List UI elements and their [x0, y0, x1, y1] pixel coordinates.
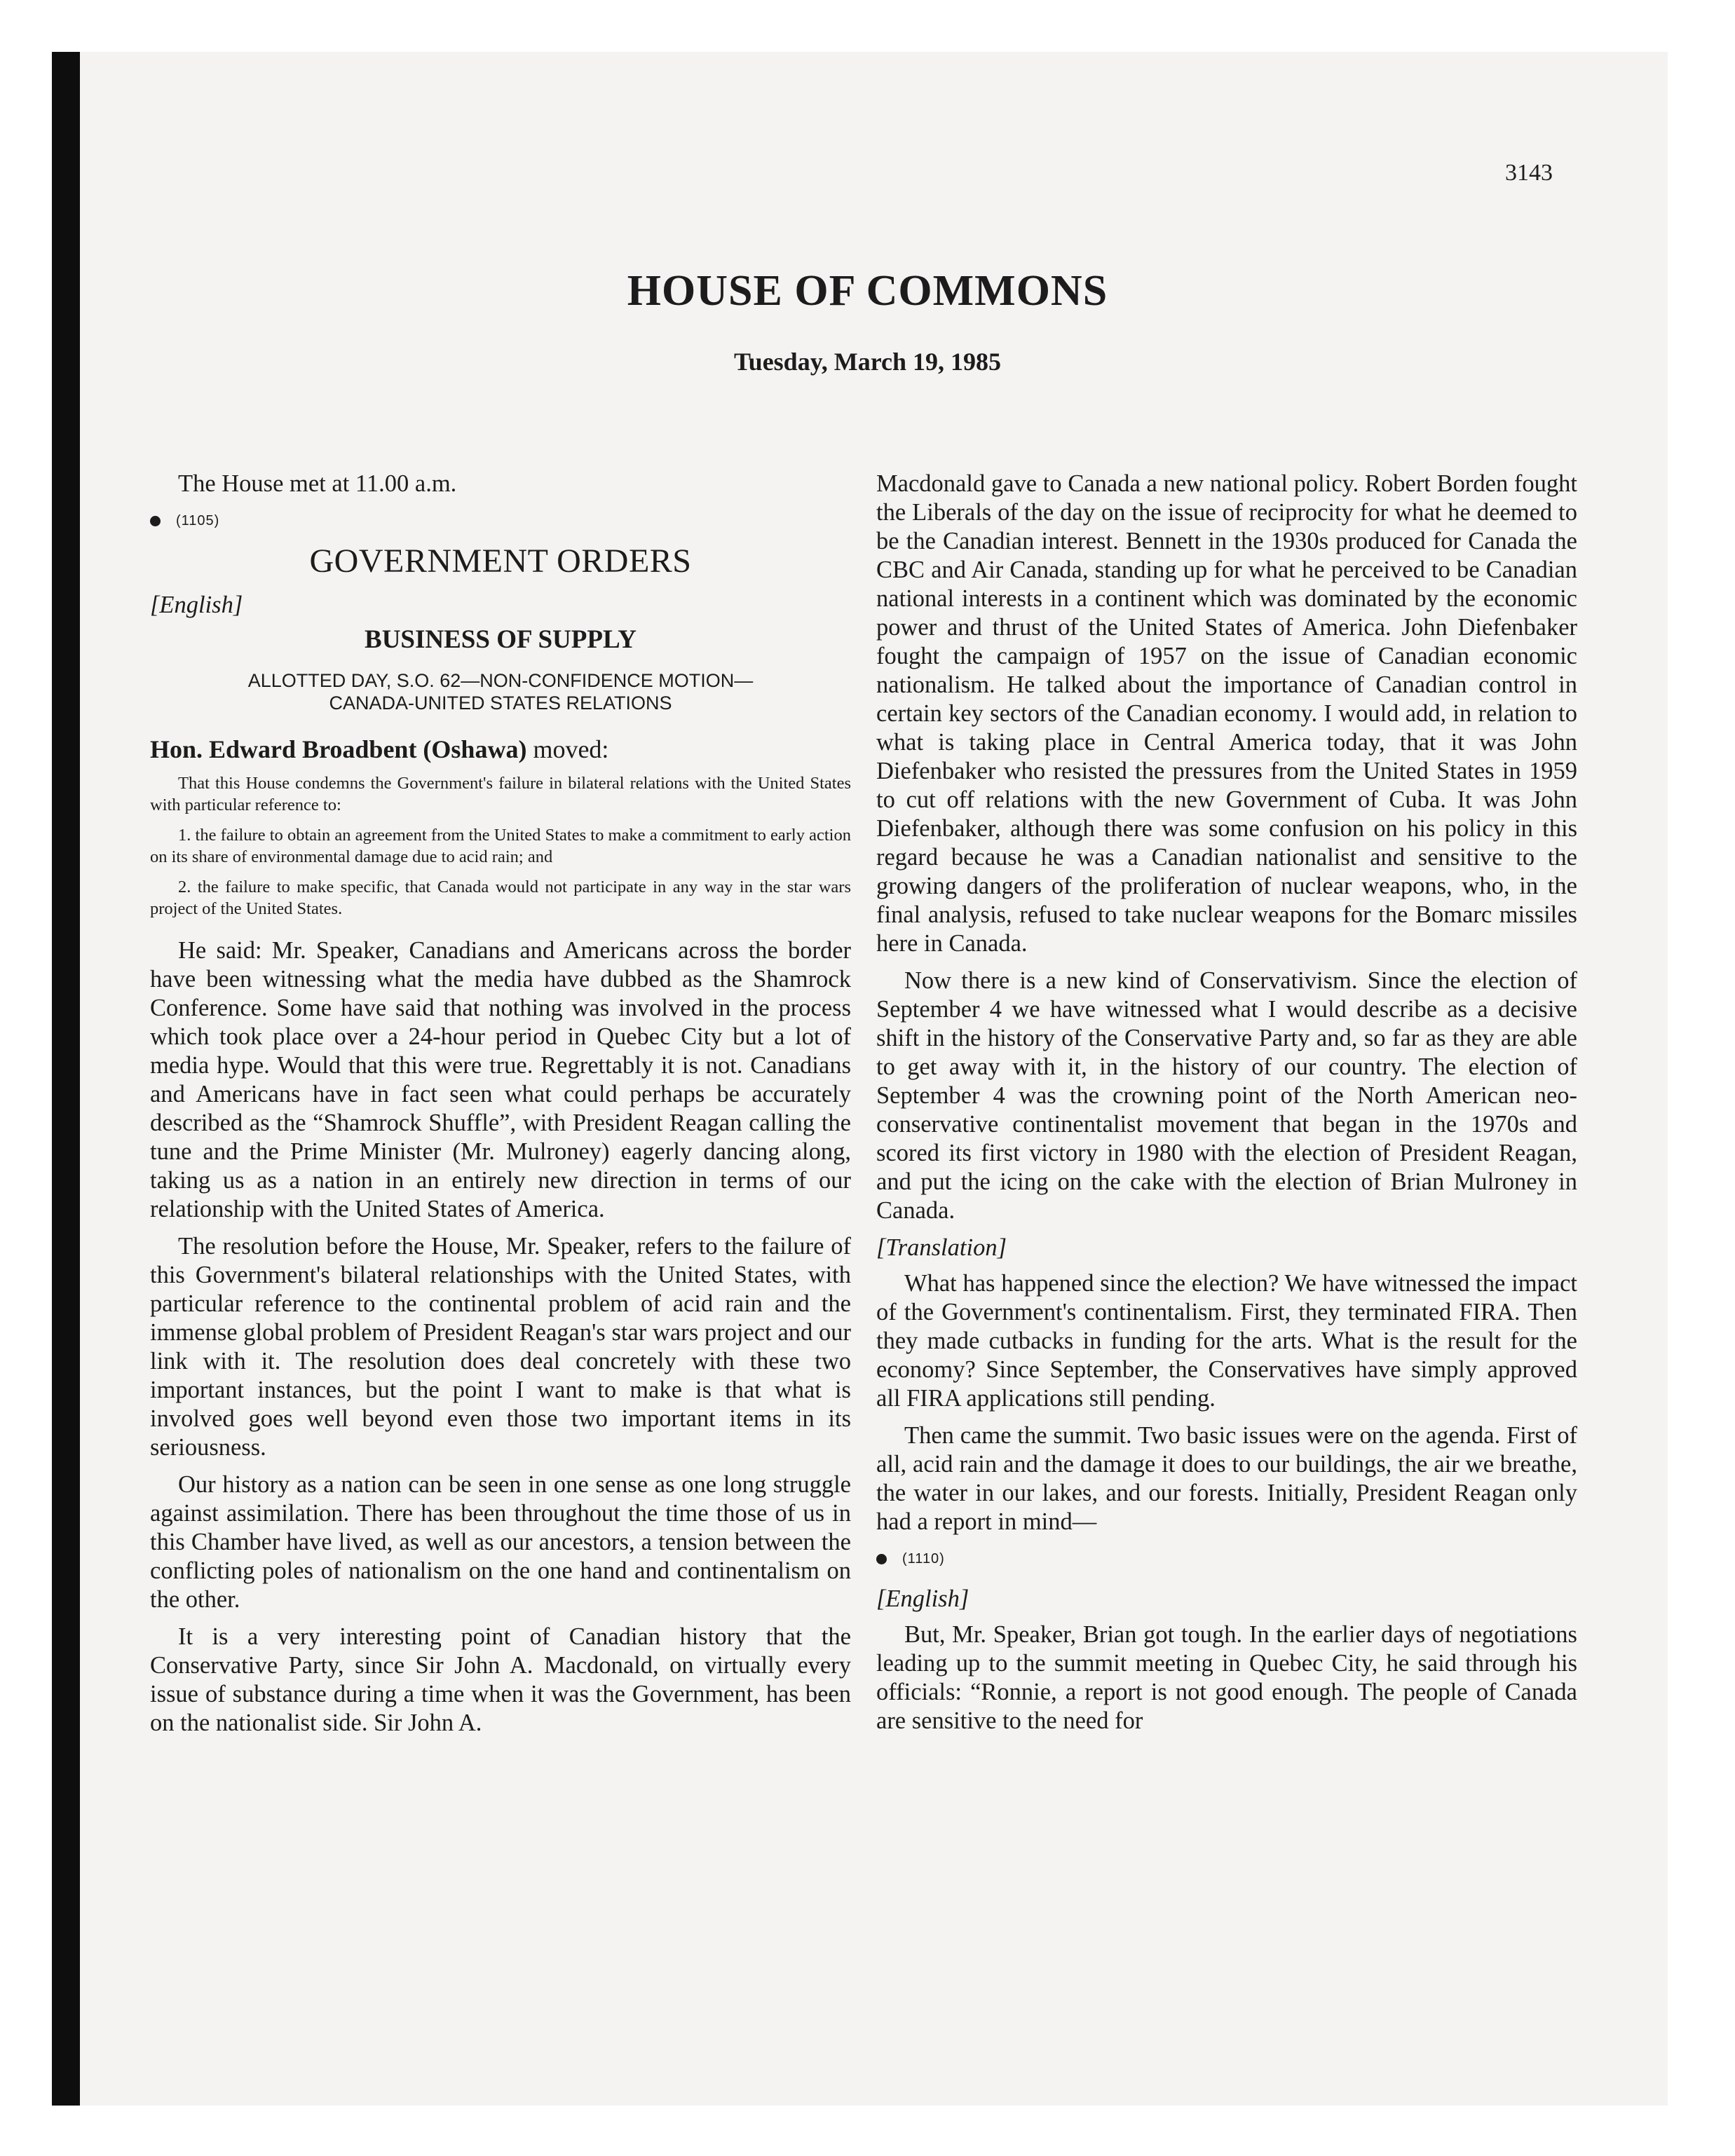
- document-title: HOUSE OF COMMONS: [627, 267, 1108, 315]
- speech-paragraph-continued: Macdonald gave to Canada a new national policy. Robert Borden fought the Liberals of the day on the issue of reciprocity for what he deemed to be the Canadian interest. Bennett in the 1930s produced for Canada the CBC and Air Canada, standing up for what he perceived to be Canadian national interests in a continent which was dominated by the economic power and thrust of the United States of America. John Diefenbaker fought the campaign of 1957 on the issue of Canadian economic nationalism. He talked about the importance of Canadian control in certain key sectors of the Canadian economy. I would add, in relation to what is taking place in Central America today, that it was John Diefenbaker who resisted the pressures from the United States in 1959 to cut off relations with the new Government of Cuba. It was John Diefenbaker, although there was some confusion on his policy in this regard because he was a Canadian nationalist and sensitive to the growing dangers of the proliferation of nuclear weapons, who, in the final analysis, refused to take nuclear weapons for the Bomarc missiles here in Canada.: [876, 470, 1577, 957]
- section-heading: GOVERNMENT ORDERS: [309, 543, 692, 580]
- speech-paragraph: Then came the summit. Two basic issues were on the agenda. First of all, acid rain and the damage it does to our buildings, the air we breathe, the water in our lakes, and our forests. Initially, President Reagan only had a report in mind—: [876, 1422, 1577, 1535]
- mover-line: [150, 735, 851, 764]
- time-marker: [876, 1545, 1577, 1574]
- motion-heading-line-2: CANADA-UNITED STATES RELATIONS: [329, 692, 672, 714]
- speech-paragraph: Now there is a new kind of Conservativism. Since the election of September 4 we have witnessed what I would describe as a decisive shift in the history of the Conservative Party and, so far as they are able to get away with it, in the history of our country. The election of September 4 was the crowning point of the North American neo-conservative continentalist movement that began in the 1970s and scored its first victory in 1980 with the election of President Reagan, and put the icing on the cake with the election of Brian Mulroney in Canada.: [876, 967, 1577, 1224]
- language-note: [English]: [150, 592, 243, 618]
- motion-items: [150, 824, 851, 920]
- left-column: [150, 470, 851, 1746]
- time-marker-text: (1110): [902, 1551, 945, 1567]
- page-number: 3143: [1505, 160, 1553, 186]
- mover-name: Hon. Edward Broadbent (Oshawa): [150, 735, 527, 763]
- speech-paragraph: It is a very interesting point of Canadian history that the Conservative Party, since Sir John A. Macdonald, on virtually every issue of substance during a time when it was the Government, has been on the nationalist side. Sir John A.: [150, 1623, 851, 1736]
- speech-paragraph: What has happened since the election? We have witnessed the impact of the Government's continentalism. First, they terminated FIRA. Then they made cutbacks in funding for the arts. What is the result for the economy? Since September, the Conservatives have simply approved all FIRA applications still pending.: [876, 1270, 1577, 1412]
- time-marker-text: (1105): [176, 513, 220, 528]
- document-date: Tuesday, March 19, 1985: [733, 348, 1002, 376]
- time-marker: [150, 507, 851, 535]
- subsection-heading: BUSINESS OF SUPPLY: [365, 625, 637, 654]
- mover-verb: moved:: [526, 735, 609, 763]
- right-column: [876, 470, 1577, 1744]
- motion-text: That this House condemns the Government's failure in bilateral relations with the United States with particular reference to:: [150, 774, 851, 814]
- language-note: [Translation]: [876, 1234, 1007, 1261]
- motion-item: 1. the failure to obtain an agreement from the United States to make a commitment to early action on its share of environmental damage due to acid rain; and: [150, 826, 851, 866]
- speech-paragraph: But, Mr. Speaker, Brian got tough. In the earlier days of negotiations leading up to the summit meeting in Quebec City, he said through his officials: “Ronnie, a report is not good enough. The people of Canada are sensitive to the need for: [876, 1621, 1577, 1734]
- speech-paragraph: Our history as a nation can be seen in one sense as one long struggle against assimilation. There has been throughout the time those of us in this Chamber have lived, as well as our ancestors, a tension between the conflicting poles of nationalism on the one hand and continentalism on the other.: [150, 1471, 851, 1613]
- house-met-line: The House met at 11.00 a.m.: [178, 470, 457, 497]
- motion-item: 2. the failure to make specific, that Canada would not participate in any way in the star wars project of the United States.: [150, 878, 851, 918]
- bullet-icon: [150, 516, 161, 526]
- language-note: [English]: [876, 1585, 969, 1612]
- motion-heading: [150, 669, 851, 714]
- bullet-icon: [876, 1554, 887, 1564]
- speech-paragraph: He said: Mr. Speaker, Canadians and Americans across the border have been witnessing what the media have dubbed as the Shamrock Conference. Some have said that nothing was involved in the process which took place over a 24-hour period in Quebec City but a lot of media hype. Would that this were true. Regrettably it is not. Canadians and Americans have in fact seen what could perhaps be accurately described as the “Shamrock Shuffle”, with President Reagan calling the tune and the Prime Minister (Mr. Mulroney) eagerly dancing along, taking us as a nation in an entirely new direction in terms of our relationship with the United States of America.: [150, 937, 851, 1222]
- motion-heading-line-1: ALLOTTED DAY, S.O. 62—NON-CONFIDENCE MOTION—: [247, 670, 754, 691]
- speech-paragraph: The resolution before the House, Mr. Speaker, refers to the failure of this Government's bilateral relationships with the United States, with particular reference to the continental problem of acid rain and the immense global problem of President Reagan's star wars project and our link with it. The resolution does deal concretely with these two important instances, but the point I want to make is that what is involved goes well beyond even those two important items in its seriousness.: [150, 1233, 851, 1461]
